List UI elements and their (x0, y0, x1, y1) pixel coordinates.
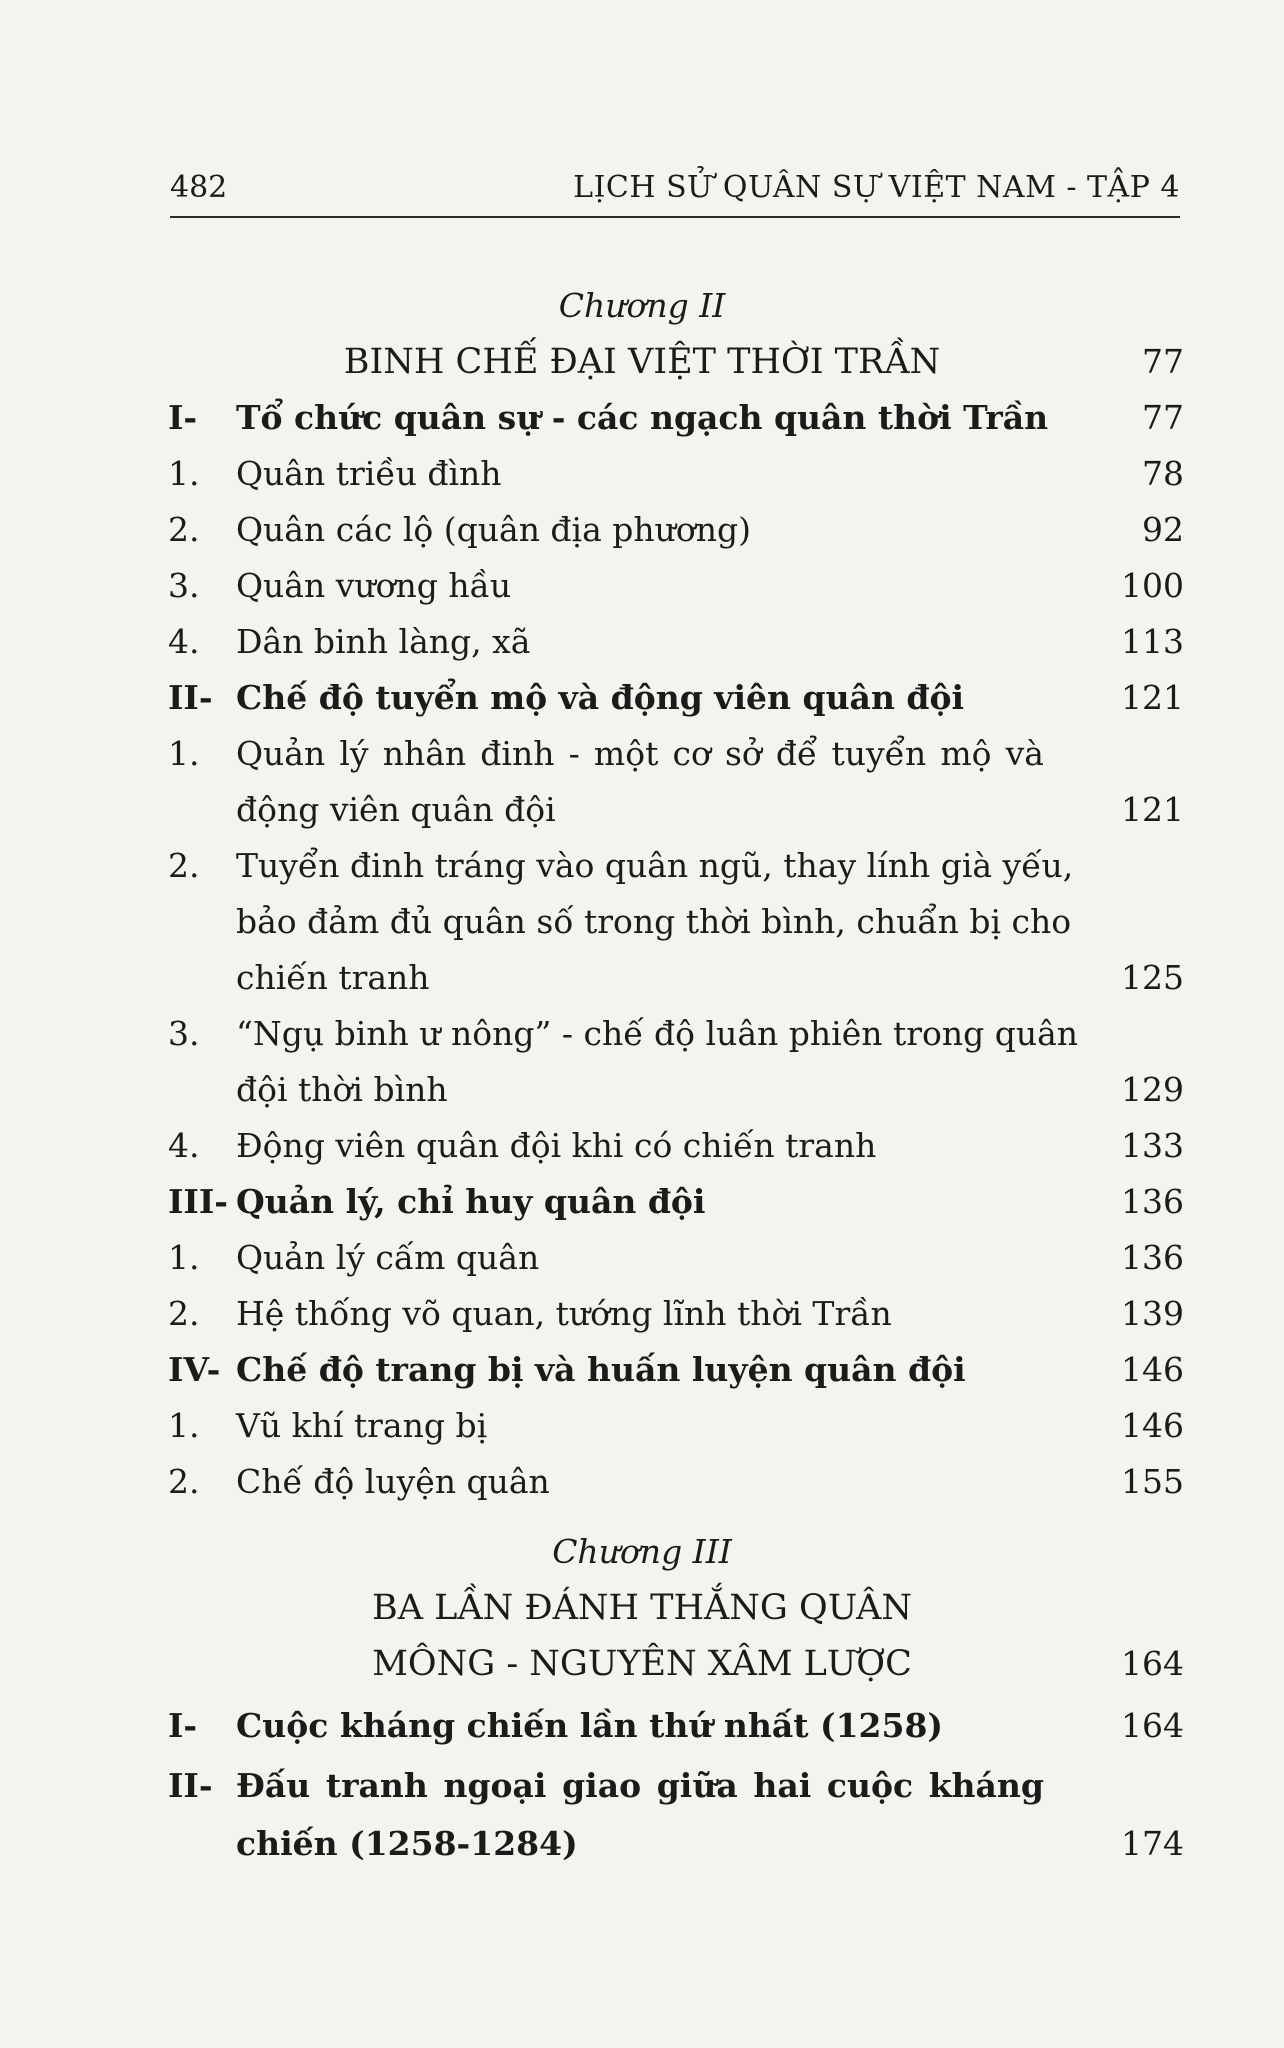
toc-item (0, 838, 1284, 894)
toc-text: đội thời bình (236, 1070, 448, 1109)
toc-item-continuation (0, 782, 1284, 838)
toc-text: Quân triều đình (236, 454, 502, 493)
toc-text: Dân binh làng, xã (236, 622, 531, 661)
toc-text: Quân các lộ (quân địa phương) (236, 510, 752, 549)
toc-item (0, 1230, 1284, 1286)
toc-section (0, 1174, 1284, 1230)
toc-text: Quân vương hầu (236, 566, 512, 605)
toc-text: chiến tranh (236, 958, 430, 997)
chapter-page: 77 (1142, 342, 1184, 381)
toc-item (0, 558, 1284, 614)
chapter-title-line (0, 1636, 1284, 1692)
page-number: 482 (170, 170, 228, 205)
toc-page: 125 (1121, 958, 1184, 997)
toc-number: III- (168, 1182, 229, 1221)
toc-item-continuation (0, 894, 1284, 950)
toc-section (0, 670, 1284, 726)
toc-number: II- (168, 1766, 213, 1805)
toc-number: 2. (168, 510, 200, 549)
toc-page: 155 (1121, 1462, 1184, 1501)
toc-page: 136 (1121, 1182, 1184, 1221)
toc-number: I- (168, 1706, 198, 1745)
toc-section (0, 390, 1284, 446)
toc-number: IV- (168, 1350, 221, 1389)
toc-item (0, 1454, 1284, 1510)
toc-page: 92 (1142, 510, 1184, 549)
toc-text: Quản lý, chỉ huy quân đội (236, 1182, 706, 1221)
toc-section (0, 1342, 1284, 1398)
chapter-title-line (0, 1580, 1284, 1636)
toc-item (0, 1006, 1284, 1062)
toc-page: 121 (1121, 678, 1184, 717)
chapter-page: 164 (1121, 1644, 1184, 1683)
running-title: LỊCH SỬ QUÂN SỰ VIỆT NAM - TẬP 4 (573, 170, 1180, 205)
toc-page: 164 (1121, 1706, 1184, 1745)
toc-number: 2. (168, 1294, 200, 1333)
toc-text: “Ngụ binh ư nông” - chế độ luân phiên trong quân (236, 1014, 1079, 1053)
toc-section (0, 1698, 1284, 1754)
toc-section (0, 1758, 1284, 1814)
toc-text: Đấu tranh ngoại giao giữa hai cuộc kháng (236, 1766, 1044, 1805)
toc-page: 129 (1121, 1070, 1184, 1109)
toc-page: 77 (1142, 398, 1184, 437)
toc-text: chiến (1258-1284) (236, 1824, 578, 1863)
toc-text: Cuộc kháng chiến lần thứ nhất (1258) (236, 1706, 944, 1745)
toc-number: 2. (168, 846, 200, 885)
toc-text: Tuyển đinh tráng vào quân ngũ, thay lính già yếu, (236, 846, 1074, 885)
toc-number: 3. (168, 566, 200, 605)
toc-page: 113 (1121, 622, 1184, 661)
toc-section-continuation (0, 1816, 1284, 1872)
chapter-title (0, 334, 1284, 390)
chapter-title-text: BINH CHẾ ĐẠI VIỆT THỜI TRẦN (343, 342, 941, 382)
chapter-label: Chương III (552, 1532, 732, 1571)
toc-number: 4. (168, 622, 200, 661)
toc-text: bảo đảm đủ quân số trong thời bình, chuẩn bị cho (236, 902, 1072, 941)
toc-number: 1. (168, 454, 200, 493)
toc-item-continuation (0, 1062, 1284, 1118)
toc-page: 100 (1121, 566, 1184, 605)
toc-item (0, 1286, 1284, 1342)
toc-text: Vũ khí trang bị (236, 1406, 488, 1445)
toc-number: 1. (168, 734, 200, 773)
toc-page: 121 (1121, 790, 1184, 829)
toc-page: 136 (1121, 1238, 1184, 1277)
toc-text: Quản lý nhân đinh - một cơ sở để tuyển mộ và (236, 734, 1044, 773)
toc-number: 2. (168, 1462, 200, 1501)
toc-item (0, 502, 1284, 558)
toc-page: 146 (1121, 1406, 1184, 1445)
toc-number: 3. (168, 1014, 200, 1053)
toc-text: Chế độ trang bị và huấn luyện quân đội (236, 1350, 966, 1389)
toc-text: động viên quân đội (236, 790, 556, 829)
toc-text: Chế độ tuyển mộ và động viên quân đội (236, 678, 965, 717)
toc-number: 4. (168, 1126, 200, 1165)
toc-text: Tổ chức quân sự - các ngạch quân thời Trần (236, 398, 1049, 437)
chapter-label: Chương II (558, 286, 726, 325)
toc-item (0, 446, 1284, 502)
toc-item (0, 726, 1284, 782)
toc-text: Động viên quân đội khi có chiến tranh (236, 1126, 877, 1165)
toc-page: 139 (1121, 1294, 1184, 1333)
toc-text: Hệ thống võ quan, tướng lĩnh thời Trần (236, 1294, 892, 1333)
toc-item (0, 1398, 1284, 1454)
toc-page: 174 (1121, 1824, 1184, 1863)
toc-number: 1. (168, 1238, 200, 1277)
toc-number: I- (168, 398, 198, 437)
toc-number: II- (168, 678, 213, 717)
toc-item (0, 1118, 1284, 1174)
toc-item (0, 614, 1284, 670)
page-header (170, 166, 1180, 218)
toc-page: 78 (1142, 454, 1184, 493)
toc-text: Chế độ luyện quân (236, 1462, 550, 1501)
chapter-title-text: BA LẦN ĐÁNH THẮNG QUÂN (371, 1588, 913, 1628)
chapter-title-text: MÔNG - NGUYÊN XÂM LƯỢC (372, 1644, 912, 1684)
toc-number: 1. (168, 1406, 200, 1445)
toc-item-continuation (0, 950, 1284, 1006)
toc-page: 133 (1121, 1126, 1184, 1165)
toc-page: 146 (1121, 1350, 1184, 1389)
toc-text: Quản lý cấm quân (236, 1238, 540, 1277)
